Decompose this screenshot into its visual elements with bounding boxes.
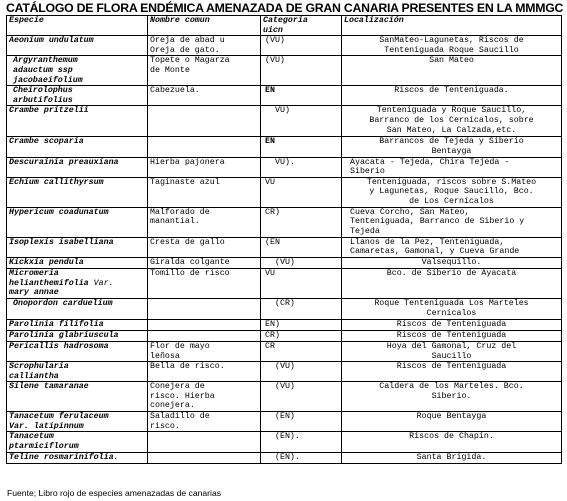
table-row (7, 452, 562, 463)
cell-categoria: VU (261, 177, 342, 207)
cell-especie (7, 207, 148, 237)
source-note: Fuente; Libro rojo de especies amenazadas de canarias (7, 488, 222, 498)
cell-categoria: (VU) (261, 36, 342, 56)
nombre-line: risco. (150, 421, 180, 431)
table-header-row (7, 16, 562, 36)
table-row (7, 319, 562, 330)
cell-nombre-comun (148, 157, 261, 177)
cell-categoria: VU). (261, 157, 342, 177)
header-categoria-line-2: uicn (263, 25, 283, 35)
header-categoria (261, 16, 342, 36)
cell-nombre-comun (148, 319, 261, 330)
cell-nombre-comun (148, 382, 261, 412)
cell-nombre-comun (148, 36, 261, 56)
table-row (7, 341, 562, 361)
localizacion-line: Llanos de la Pez, Tenteniguada, (350, 237, 505, 247)
cell-nombre-comun (148, 237, 261, 257)
table-row (7, 257, 562, 268)
table-row (7, 177, 562, 207)
table-row (7, 268, 562, 298)
especie-line: ptarmiciflorum (9, 442, 79, 452)
especie-line: Parolinia glabriuscula (9, 330, 119, 340)
cell-localizacion (342, 319, 562, 330)
table-row (7, 412, 562, 432)
header-nombre-comun: Nombre comun (148, 16, 261, 36)
localizacion-line: Riscos de Tenteniguada (396, 362, 507, 372)
localizacion-line: Roque Bentayga (416, 412, 487, 422)
localizacion-line: Barranco de los Cernícalos, sobre (369, 115, 534, 125)
nombre-line: risco. Hierba (150, 391, 215, 401)
especie-line: Crambe pritzelii (9, 106, 89, 116)
especie-line: adauctum ssp (13, 65, 73, 75)
nombre-line: Hierba pajonera (150, 157, 225, 167)
cell-nombre-comun (148, 298, 261, 319)
cell-localizacion (342, 362, 562, 382)
cell-especie (7, 36, 148, 56)
nombre-line: Taginaste azul (150, 177, 220, 187)
cell-categoria: (EN) (261, 412, 342, 432)
cell-localizacion (342, 86, 562, 106)
cell-localizacion (342, 237, 562, 257)
nombre-line: Cresta de gallo (150, 237, 225, 247)
nombre-line: conejera. (150, 401, 195, 411)
localizacion-line: Tenteniguada, riscos sobre S.Mateo (366, 177, 537, 187)
cell-nombre-comun (148, 452, 261, 463)
cell-localizacion (342, 106, 562, 137)
table-row (7, 86, 562, 106)
cell-especie (7, 137, 148, 157)
especie-line: Isoplexis isabelliana (9, 237, 114, 247)
table-row (7, 106, 562, 137)
cell-categoria: (EN). (261, 432, 342, 452)
cell-especie (7, 106, 148, 137)
cell-categoria: CR (261, 341, 342, 361)
especie-line: arbutifolius (13, 95, 73, 105)
cell-especie (7, 432, 148, 452)
cell-especie (7, 177, 148, 207)
nombre-line: Malforado de (150, 207, 210, 217)
cell-especie (7, 452, 148, 463)
nombre-line: Oreja de abad u (150, 36, 225, 46)
table-row (7, 207, 562, 237)
table-row (7, 382, 562, 412)
nombre-line: leñosa (150, 351, 180, 361)
localizacion-line: Siberio. (431, 391, 472, 401)
especie-line: Descurainia preauxiana (9, 157, 119, 167)
especie-line: Parolinia filifolia (9, 319, 104, 329)
localizacion-line: San Mateo (429, 56, 474, 66)
table-row (7, 362, 562, 382)
cell-nombre-comun (148, 362, 261, 382)
especie-line: Echium callithyrsum (9, 177, 104, 187)
localizacion-line: Santa Brígida. (416, 452, 487, 462)
cell-localizacion (342, 412, 562, 432)
cell-nombre-comun (148, 106, 261, 137)
document-title: CATÁLOGO DE FLORA ENDÉMICA AMENAZADA DE GRAN CANARIA PRESENTES EN LA MMMGC (6, 1, 564, 15)
cell-localizacion (342, 432, 562, 452)
cell-especie (7, 412, 148, 432)
cell-especie (7, 341, 148, 361)
especie-line: Tanacetum ferulaceum (9, 412, 109, 422)
localizacion-line: Tenteniguada, Barranco de Siberio y (350, 217, 525, 227)
cell-categoria: VU) (261, 106, 342, 137)
especie-line (9, 279, 145, 289)
especie-line: Onopordon carduelium (13, 298, 113, 308)
localizacion-line: Camaretas, Gamonal, y Cueva Grande (350, 247, 520, 257)
cell-localizacion (342, 207, 562, 237)
cell-especie (7, 362, 148, 382)
localizacion-line: Roque Tenteniguada Los Marteles (374, 298, 529, 308)
localizacion-line: Riscos de Tenteniguada. (394, 86, 509, 96)
nombre-line: Saladillo de (150, 412, 210, 422)
cell-localizacion (342, 382, 562, 412)
table-row (7, 298, 562, 319)
cell-nombre-comun (148, 432, 261, 452)
cell-categoria: (EN). (261, 452, 342, 463)
especie-line: Aeonium undulatum (9, 36, 94, 46)
localizacion-line: Riscos de Tenteniguada (396, 330, 507, 340)
localizacion-line: Valsequillo. (421, 257, 482, 267)
cell-localizacion (342, 298, 562, 319)
header-localizacion: Localización (342, 16, 562, 36)
nombre-line: Bella de risco. (150, 362, 225, 372)
nombre-line: manantial. (150, 217, 200, 227)
especie-line: jacobaeifolium (13, 75, 83, 85)
cell-nombre-comun (148, 207, 261, 237)
cell-categoria: (VU) (261, 257, 342, 268)
localizacion-line: Ayacata - Tejeda, Chira Tejeda - (350, 157, 510, 167)
cell-especie (7, 86, 148, 106)
localizacion-line: Riscos de Tenteniguada (396, 319, 507, 329)
especie-line: Silene tamaranae (9, 382, 89, 392)
localizacion-line: Tejeda (350, 226, 380, 236)
cell-nombre-comun (148, 268, 261, 298)
nombre-line: Giralda colgante (150, 257, 230, 267)
table-row (7, 36, 562, 56)
variety-marker: Var. (93, 278, 114, 288)
cell-especie (7, 298, 148, 319)
especie-text: helianthemifolia (9, 278, 89, 288)
nombre-line: Tomillo de risco (150, 268, 230, 278)
especie-line: Pericallis hadrosoma (9, 341, 109, 351)
especie-line: Tanacetum (9, 432, 54, 442)
especie-line: Micromeria (9, 268, 59, 278)
table-row (7, 56, 562, 86)
cell-nombre-comun (148, 412, 261, 432)
header-especie: Especie (7, 16, 148, 36)
cell-nombre-comun (148, 257, 261, 268)
cell-localizacion (342, 157, 562, 177)
cell-categoria: (CR) (261, 298, 342, 319)
cell-nombre-comun (148, 330, 261, 341)
localizacion-line: de Los Cernícalos (409, 196, 494, 206)
cell-nombre-comun (148, 56, 261, 86)
localizacion-line: Siberio (350, 167, 385, 177)
cell-especie (7, 237, 148, 257)
cell-nombre-comun (148, 86, 261, 106)
cell-especie (7, 56, 148, 86)
cell-nombre-comun (148, 177, 261, 207)
cell-localizacion (342, 56, 562, 86)
cell-localizacion (342, 268, 562, 298)
localizacion-line: Bco. de Siberio de Ayacata (386, 268, 517, 278)
cell-localizacion (342, 36, 562, 56)
especie-line: Teline rosmarinifolia. (9, 452, 119, 462)
table-row (7, 237, 562, 257)
flora-table (6, 15, 562, 464)
table-row (7, 157, 562, 177)
especie-line: Crambe scoparia (9, 137, 84, 147)
especie-line: mary annae (9, 288, 59, 298)
cell-especie (7, 330, 148, 341)
table-row (7, 330, 562, 341)
cell-especie (7, 268, 148, 298)
cell-nombre-comun (148, 137, 261, 157)
cell-localizacion (342, 137, 562, 157)
cell-categoria: EN (261, 86, 342, 106)
localizacion-line: Cueva Corcho, San Mateo, (350, 207, 470, 217)
cell-especie (7, 257, 148, 268)
cell-categoria: CR) (261, 330, 342, 341)
localizacion-line: SanMateo-Lagunetas, Riscos de (379, 36, 524, 46)
cell-categoria: (VU) (261, 56, 342, 86)
cell-localizacion (342, 330, 562, 341)
nombre-line: Cabezuela. (150, 86, 200, 96)
nombre-line: Topete o Magarza (150, 56, 230, 66)
cell-categoria: (VU) (261, 362, 342, 382)
localizacion-line: Barrancos de Tejeda y Siberio (379, 137, 524, 147)
especie-line: calliantha (9, 371, 59, 381)
localizacion-line: Tenteniguada Roque Saucillo (384, 45, 519, 55)
localizacion-line: San Mateo, La Calzada,etc. (386, 125, 517, 135)
cell-categoria: (VU) (261, 382, 342, 412)
cell-localizacion (342, 452, 562, 463)
localizacion-line: y Lagunetas, Roque Saucillo, Bco. (369, 187, 534, 197)
especie-line: Cheirolophus (13, 86, 73, 96)
nombre-line: Conejera de (150, 382, 205, 392)
cell-localizacion (342, 177, 562, 207)
cell-especie (7, 157, 148, 177)
cell-categoria: (EN (261, 237, 342, 257)
nombre-line: Flor de mayo (150, 341, 210, 351)
cell-nombre-comun (148, 341, 261, 361)
localizacion-line: Riscos de Chapín. (409, 432, 494, 442)
cell-categoria: EN) (261, 319, 342, 330)
localizacion-line: Tenteniguada y Roque Saucillo, (376, 106, 527, 116)
cell-especie (7, 319, 148, 330)
cell-categoria: EN (261, 137, 342, 157)
especie-line: Scrophularia (9, 362, 69, 372)
cell-localizacion (342, 257, 562, 268)
nombre-line: Oreja de gato. (150, 45, 220, 55)
cell-categoria: CR) (261, 207, 342, 237)
localizacion-line: Caldera de los Marteles. Bco. (379, 382, 524, 392)
localizacion-line: Cernícalos (426, 308, 477, 318)
cell-localizacion (342, 341, 562, 361)
localizacion-line: Saucillo (431, 351, 472, 361)
especie-line: Argyranthemum (13, 56, 78, 66)
localizacion-line: Bentayga (431, 146, 472, 156)
nombre-line: de Monte (150, 65, 190, 75)
especie-line: Var. latipinnum (9, 421, 84, 431)
cell-especie (7, 382, 148, 412)
localizacion-line: Hoya del Gamonal, Cruz del (386, 341, 517, 351)
header-categoria-line-1: Categoria (263, 16, 308, 25)
table-row (7, 432, 562, 452)
especie-line: Hypericum coadunatum (9, 207, 109, 217)
especie-line: Kickxia pendula (9, 257, 84, 267)
table-row (7, 137, 562, 157)
cell-categoria: VU (261, 268, 342, 298)
